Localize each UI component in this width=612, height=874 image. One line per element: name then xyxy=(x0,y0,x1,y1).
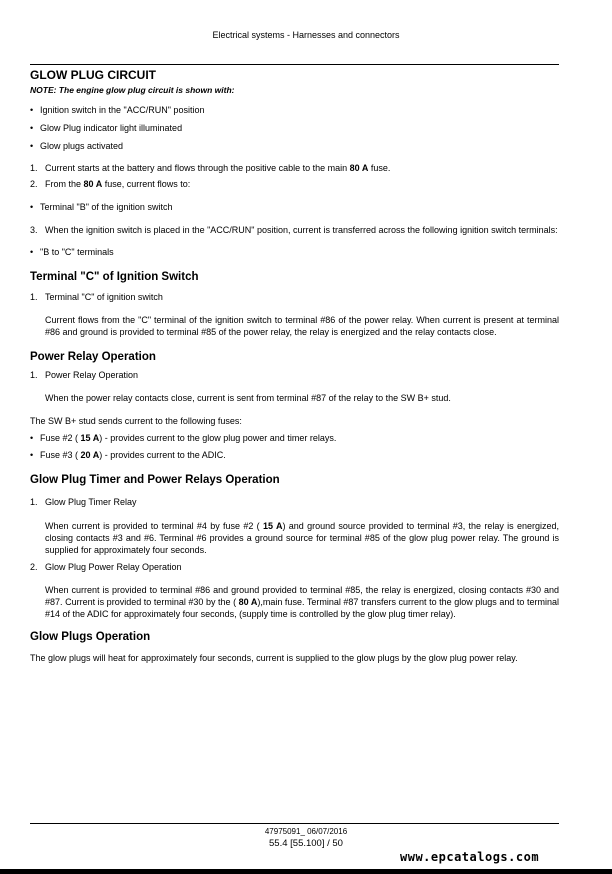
section-title-terminal-c: Terminal "C" of Ignition Switch xyxy=(30,271,199,283)
step-text: Glow Plug Power Relay Operation xyxy=(45,562,182,572)
step-1 xyxy=(30,162,559,174)
section-title-glow-plug-circuit: GLOW PLUG CIRCUIT xyxy=(30,68,156,82)
page-number: 55.4 [55.100] / 50 xyxy=(269,838,343,849)
step-text: Power Relay Operation xyxy=(45,370,139,380)
text: Fuse #2 ( xyxy=(40,433,81,443)
document-code: 47975091_ 06/07/2016 xyxy=(264,827,348,836)
list-item: • Ignition switch in the "ACC/RUN" position xyxy=(30,104,559,116)
step-text: fuse. xyxy=(368,163,391,173)
text: ),main fuse. Terminal #87 transfers current to the glow plugs and to terminal #14 of the ADIC for approximately four seconds, (supply time is controlled by the glow plug timer relay). xyxy=(45,597,559,619)
section-title-glow-plugs-operation: Glow Plugs Operation xyxy=(30,631,151,643)
footer-rule xyxy=(30,823,559,824)
step-3 xyxy=(30,224,559,236)
step-text: Glow Plug Timer Relay xyxy=(45,497,137,507)
note: NOTE: The engine glow plug circuit is shown with: xyxy=(30,85,235,95)
list-item: • Terminal "B" of the ignition switch xyxy=(30,201,559,213)
page-header: Electrical systems - Harnesses and connectors xyxy=(212,30,400,40)
list-item xyxy=(30,449,559,461)
step-number: 1. xyxy=(30,163,38,173)
step-number: 3. xyxy=(30,225,38,235)
paragraph xyxy=(30,520,559,556)
rating: 15 A xyxy=(80,433,100,443)
step-2 xyxy=(30,178,559,190)
step-text: fuse, current flows to: xyxy=(102,179,191,189)
list-item: • Glow plugs activated xyxy=(30,140,559,152)
step-number: 1. xyxy=(30,497,38,507)
paragraph: The SW B+ stud sends current to the following fuses: xyxy=(30,416,242,426)
list-item: • "B to "C" terminals xyxy=(30,246,559,258)
step-number: 1. xyxy=(30,370,38,380)
step-number: 2. xyxy=(30,562,38,572)
page-content xyxy=(30,68,559,664)
paragraph xyxy=(30,584,559,620)
bottom-bar xyxy=(0,869,612,874)
text: ) and ground source provided to terminal #3, the relay is energized, closing contacts #3 and #6. Terminal #6 provides a ground source for terminal #85 of the glow plug power relay. The ground is supplied for approximately four seconds. xyxy=(45,521,559,555)
paragraph: When the power relay contacts close, current is sent from terminal #87 of the relay to the SW B+ stud. xyxy=(45,393,451,403)
rating: 20 A xyxy=(80,450,100,460)
rating: 80 A xyxy=(349,163,369,173)
section-title-timer-relays: Glow Plug Timer and Power Relays Operation xyxy=(30,474,280,486)
watermark: www.epcatalogs.com xyxy=(400,850,540,864)
text: When current is provided to terminal #86 and ground provided to terminal #85, the relay is energized, closing contacts #30 and #87. Current is provided to terminal #30 by the ( xyxy=(45,585,559,607)
text: Fuse #3 ( xyxy=(40,450,81,460)
step-number: 2. xyxy=(30,179,38,189)
list-item xyxy=(30,432,559,444)
step-text: Current starts at the battery and flows through the positive cable to the main xyxy=(45,163,350,173)
section-title-power-relay: Power Relay Operation xyxy=(30,351,156,363)
text: When current is provided to terminal #4 by fuse #2 ( xyxy=(45,521,263,531)
step-1 xyxy=(30,496,559,508)
rating: 80 A xyxy=(238,597,258,607)
step-text: When the ignition switch is placed in the "ACC/RUN" position, current is transferred across the following ignition switch terminals: xyxy=(45,225,558,235)
paragraph: The glow plugs will heat for approximately four seconds, current is supplied to the glow plugs by the glow plug power relay. xyxy=(30,653,518,663)
header-rule xyxy=(30,64,559,65)
paragraph: Current flows from the "C" terminal of the ignition switch to terminal #86 of the power relay. When current is present at terminal #86 and ground is provided to terminal #85 of the power relay, the relay is energized and the relay contacts close. xyxy=(45,315,559,337)
list-item: • Glow Plug indicator light illuminated xyxy=(30,122,559,134)
rating: 15 A xyxy=(262,521,283,531)
text: ) - provides current to the ADIC. xyxy=(99,450,226,460)
step-text: Terminal "C" of ignition switch xyxy=(45,292,163,302)
step-text: From the xyxy=(45,179,84,189)
step-1 xyxy=(30,291,559,303)
step-1 xyxy=(30,369,559,381)
step-number: 1. xyxy=(30,292,38,302)
text: ) - provides current to the glow plug power and timer relays. xyxy=(99,433,337,443)
rating: 80 A xyxy=(83,179,103,189)
step-2 xyxy=(30,561,559,573)
